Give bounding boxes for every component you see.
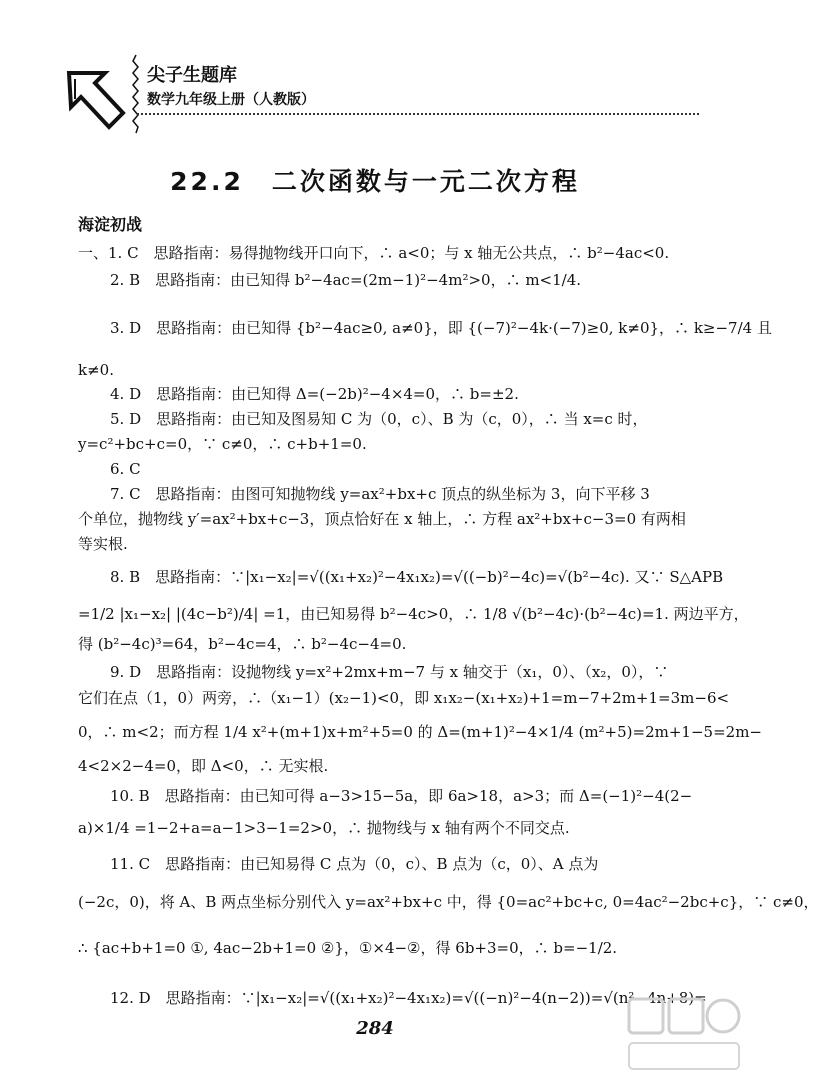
subsection-heading: 海淀初战 bbox=[78, 215, 143, 234]
section-title: 22.2 二次函数与一元二次方程 bbox=[170, 167, 580, 196]
answer-line: 个单位，抛物线 y′=ax²+bx+c−3，顶点恰好在 x 轴上，∴ 方程 ax²+bx+c−3=0 有两相 bbox=[78, 510, 686, 528]
answer-line: ∴ {ac+b+1=0 ①, 4ac−2b+1=0 ②}，①×4−②，得 6b+3=0，∴ b=−1/2. bbox=[78, 939, 618, 957]
answer-line: 4<2×2−4=0，即 Δ<0，∴ 无实根. bbox=[78, 757, 329, 775]
book-subtitle: 数学九年级上册（人教版） bbox=[147, 92, 315, 108]
answer-line: 0，∴ m<2；而方程 1/4 x²+(m+1)x+m²+5=0 的 Δ=(m+1)²−4×1/4 (m²+5)=2m+1−5=2m− bbox=[78, 723, 762, 741]
answer-line: k≠0. bbox=[78, 361, 114, 379]
page-number: 284 bbox=[356, 1018, 394, 1039]
arrow-logo-icon bbox=[65, 69, 125, 139]
answer-line: 5. D 思路指南：由已知及图易知 C 为（0，c）、B 为（c，0），∴ 当 x=c 时， bbox=[110, 410, 648, 428]
book-title: 尖子生题库 bbox=[147, 65, 237, 86]
answer-line: (−2c，0)，将 A、B 两点坐标分别代入 y=ax²+bx+c 中，得 {0=ac²+bc+c, 0=4ac²−2bc+c}，∵ c≠0， bbox=[78, 893, 819, 911]
header-rule bbox=[137, 113, 699, 115]
zigzag-divider bbox=[133, 55, 139, 133]
answer-line: a)×1/4 =1−2+a=a−1>3−1=2>0，∴ 抛物线与 x 轴有两个不同交点. bbox=[78, 819, 570, 837]
answer-line: 一、1. C 思路指南：易得抛物线开口向下，∴ a<0；与 x 轴无公共点，∴ b²−4ac<0. bbox=[78, 244, 670, 262]
answer-line: 它们在点（1，0）两旁，∴（x₁−1）(x₂−1)<0，即 x₁x₂−(x₁+x₂)+1=m−7+2m+1=3m−6< bbox=[78, 689, 730, 707]
answer-line: 11. C 思路指南：由已知易得 C 点为（0，c）、B 点为（c，0）、A 点为 bbox=[110, 855, 599, 873]
answer-line: 6. C bbox=[110, 460, 141, 478]
answer-line: 2. B 思路指南：由已知得 b²−4ac=(2m−1)²−4m²>0，∴ m<1/4. bbox=[110, 271, 582, 289]
answer-line: 12. D 思路指南：∵|x₁−x₂|=√((x₁+x₂)²−4x₁x₂)=√((−n)²−4(n−2))=√(n²−4n+8)= bbox=[110, 989, 707, 1007]
answer-line: =1/2 |x₁−x₂| |(4c−b²)/4| =1，由已知易得 b²−4c>0，∴ 1/8 √(b²−4c)·(b²−4c)=1. 两边平方， bbox=[78, 605, 749, 623]
answer-line: 9. D 思路指南：设抛物线 y=x²+2mx+m−7 与 x 轴交于（x₁，0）、（x₂，0），∵ bbox=[110, 663, 669, 681]
answer-line: 7. C 思路指南：由图可知抛物线 y=ax²+bx+c 顶点的纵坐标为 3，向下平移 3 bbox=[110, 485, 650, 503]
answer-line: 8. B 思路指南：∵|x₁−x₂|=√((x₁+x₂)²−4x₁x₂)=√((−b)²−4c)=√(b²−4c). 又∵ S△APB bbox=[110, 568, 724, 586]
watermark-logo bbox=[625, 995, 743, 1075]
answer-line: 3. D 思路指南：由已知得 {b²−4ac≥0, a≠0}，即 {(−7)²−4k·(−7)≥0, k≠0}，∴ k≥−7/4 且 bbox=[110, 319, 772, 337]
page-header bbox=[55, 55, 705, 135]
answer-line: 得 (b²−4c)³=64，b²−4c=4，∴ b²−4c−4=0. bbox=[78, 635, 407, 653]
answer-line: 10. B 思路指南：由已知可得 a−3>15−5a，即 6a>18，a>3；而 Δ=(−1)²−4(2− bbox=[110, 787, 693, 805]
answer-line: 4. D 思路指南：由已知得 Δ=(−2b)²−4×4=0，∴ b=±2. bbox=[110, 385, 519, 403]
answer-line: 等实根. bbox=[78, 535, 128, 553]
answer-line: y=c²+bc+c=0，∵ c≠0，∴ c+b+1=0. bbox=[78, 435, 367, 453]
